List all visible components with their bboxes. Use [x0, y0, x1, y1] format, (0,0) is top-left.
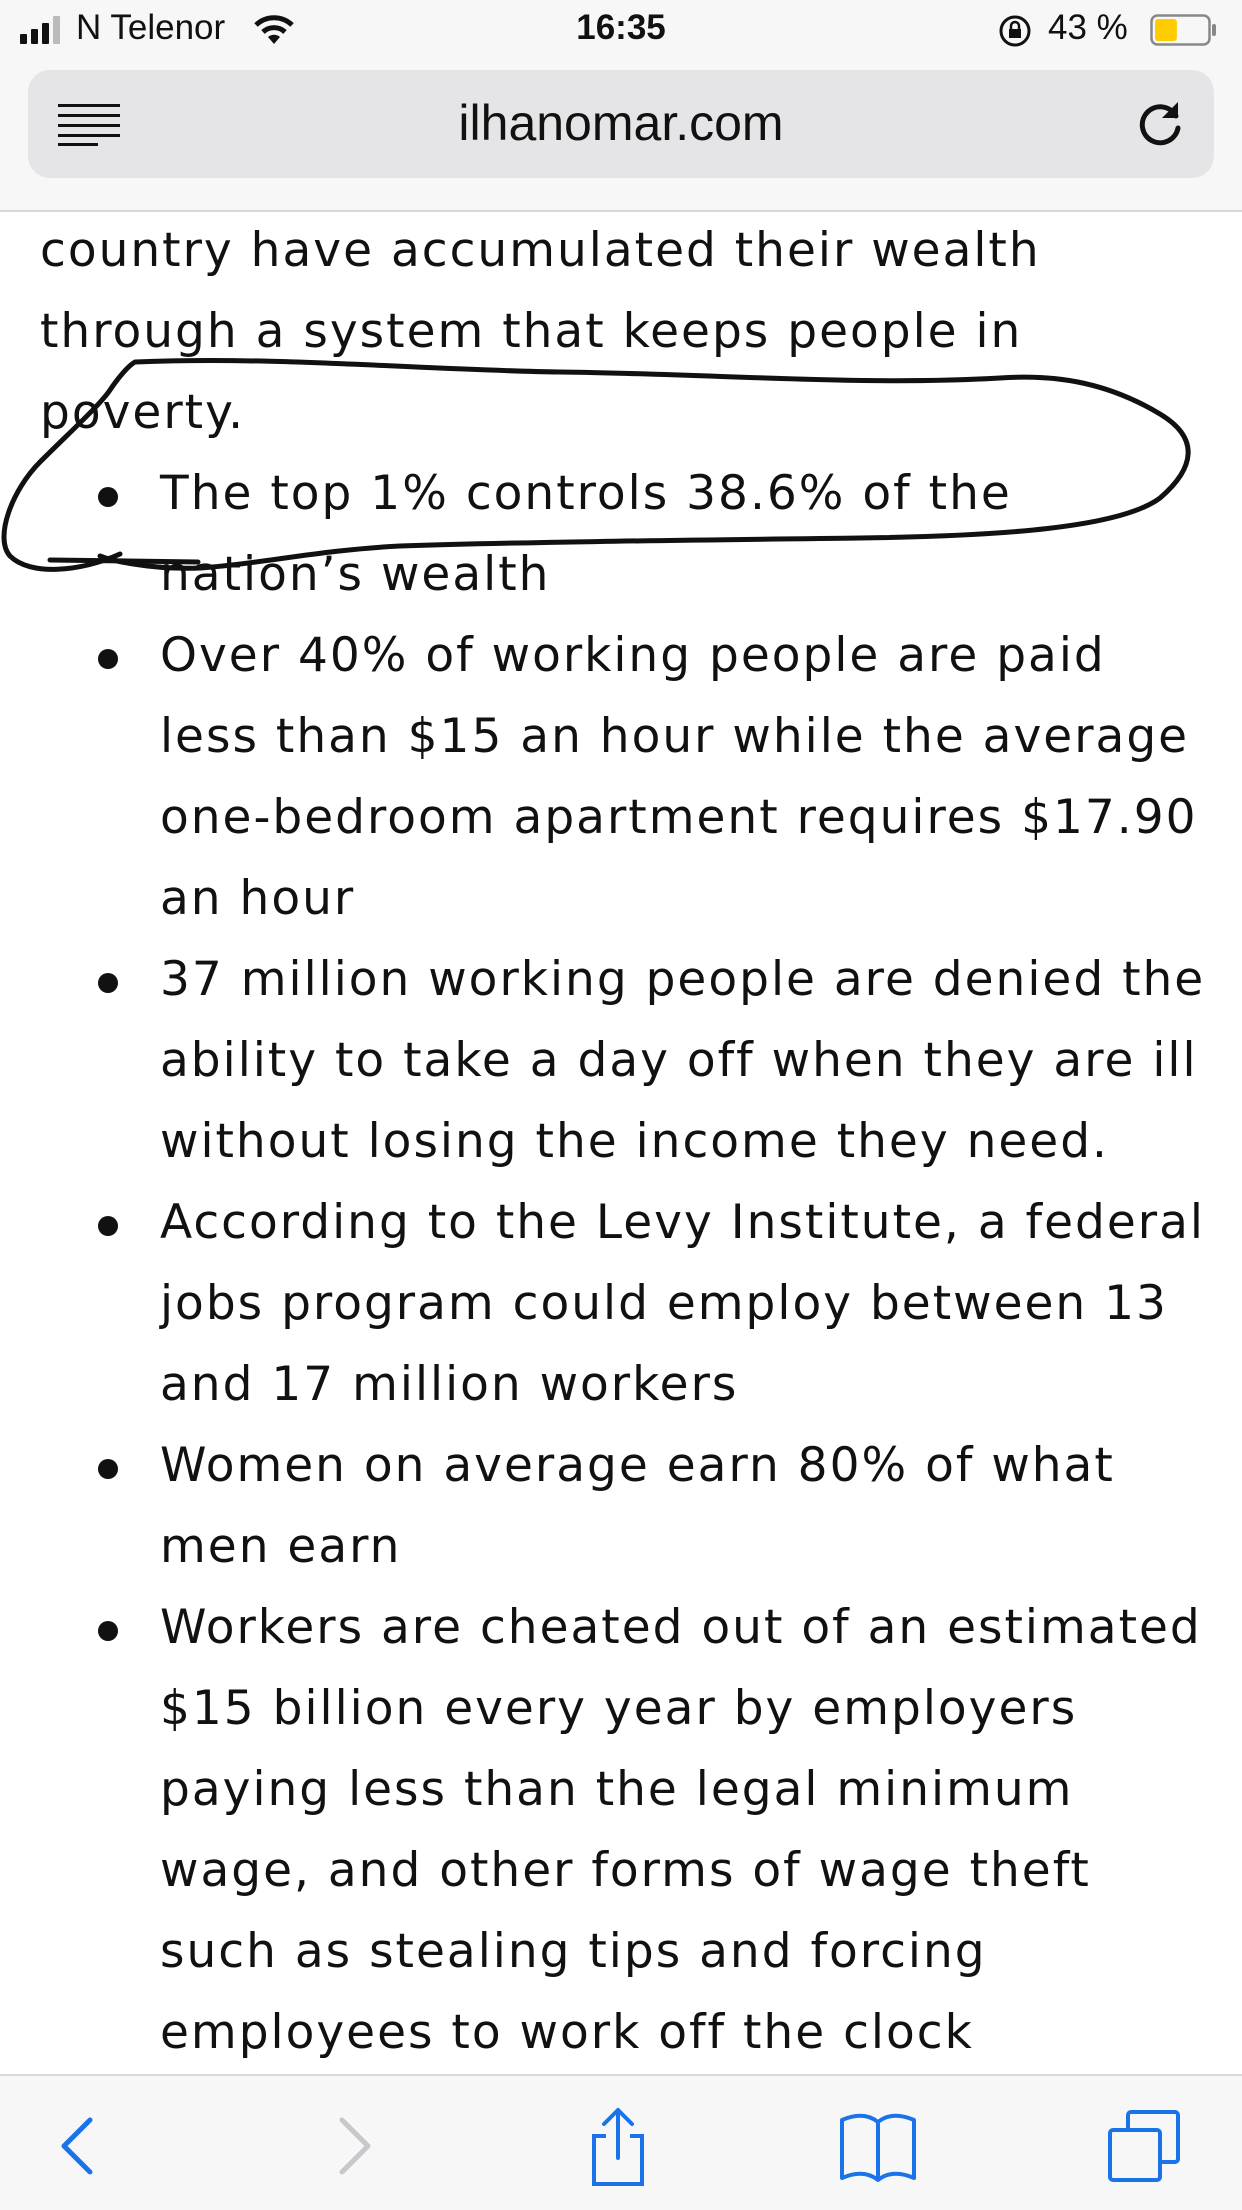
list-item: [40, 1425, 1220, 1587]
address-bar[interactable]: [28, 70, 1214, 178]
bullet-icon: [98, 649, 118, 669]
forward-icon[interactable]: [312, 2106, 392, 2186]
bullet-icon: [98, 1216, 118, 1236]
status-time: 16:35: [576, 8, 666, 47]
article-body: [40, 210, 1220, 2073]
share-icon[interactable]: [578, 2106, 658, 2186]
list-item-text: 37 million working people are denied the ability to take a day off when they are ill without losing the income they need.: [160, 952, 1206, 1169]
list-item: [40, 1587, 1220, 2073]
list-item-text: Workers are cheated out of an estimated $15 billion every year by employers paying less than the legal minimum wage, and other forms of wage theft such as stealing tips and forcing employees to work off the clock: [160, 1600, 1202, 2060]
bullet-icon: [98, 487, 118, 507]
back-icon[interactable]: [38, 2106, 118, 2186]
status-bar: [0, 0, 1242, 62]
intro-paragraph: country have accumulated their wealth through a system that keeps people in poverty.: [40, 223, 1041, 440]
bullet-icon: [98, 1621, 118, 1641]
bullet-icon: [98, 1459, 118, 1479]
list-item: [40, 1182, 1220, 1425]
list-item-text: The top 1% controls 38.6% of the nation’s wealth: [160, 466, 1012, 602]
battery-percent: 43 %: [1048, 8, 1128, 47]
carrier-name: N Telenor: [76, 8, 226, 47]
orientation-lock-icon: [998, 14, 1032, 48]
reload-icon[interactable]: [1134, 98, 1186, 150]
tabs-icon[interactable]: [1104, 2106, 1184, 2186]
list-item-text: Over 40% of working people are paid less than $15 an hour while the average one-bedroom apartment requires $17.90 an hour: [160, 628, 1198, 926]
browser-toolbar: [0, 2074, 1242, 2210]
list-item-text: According to the Levy Institute, a federal jobs program could employ between 13 and 17 million workers: [160, 1195, 1205, 1412]
url-text[interactable]: ilhanomar.com: [458, 95, 784, 151]
list-item-text: Women on average earn 80% of what men earn: [160, 1438, 1115, 1574]
bookmarks-icon[interactable]: [838, 2106, 918, 2186]
facts-list: [40, 453, 1220, 2073]
list-item: [40, 453, 1220, 615]
bullet-icon: [98, 973, 118, 993]
battery-icon: [1150, 14, 1218, 46]
list-item: [40, 939, 1220, 1182]
list-item: [40, 615, 1220, 939]
